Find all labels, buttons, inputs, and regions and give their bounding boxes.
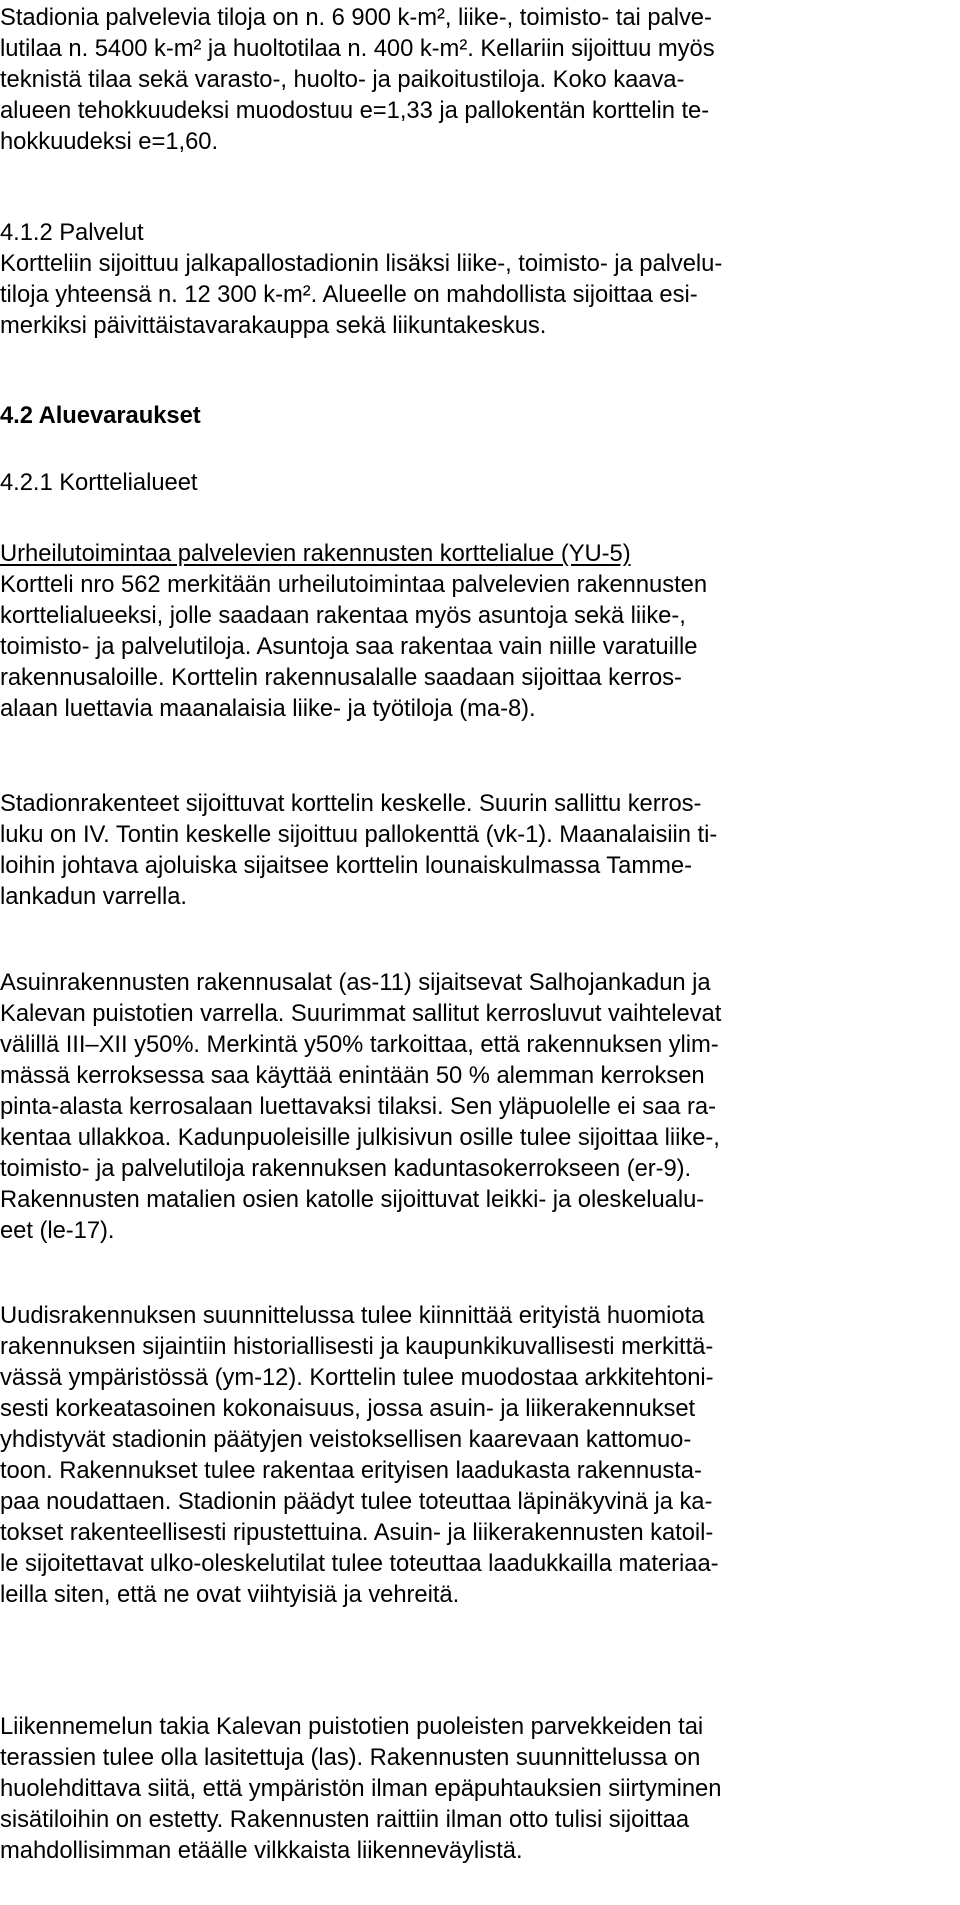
text-line: mahdollisimman etäälle vilkkaista liikenneväylistä. — [0, 1837, 523, 1864]
text-line: tiloja yhteensä n. 12 300 k-m². Alueelle on mahdollista sijoittaa esi- — [0, 281, 698, 308]
text-line: leilla siten, että ne ovat viihtyisiä ja vehreitä. — [0, 1581, 460, 1608]
text-line: välillä III–XII y50%. Merkintä y50% tarkoittaa, että rakennuksen ylim- — [0, 1031, 719, 1058]
text-line: toimisto- ja palvelutiloja. Asuntoja saa rakentaa vain niille varatuille — [0, 633, 698, 660]
text-line: Rakennusten matalien osien katolle sijoittuvat leikki- ja oleskelualu- — [0, 1186, 705, 1213]
paragraph-liikennemelu — [0, 1711, 721, 1866]
paragraph-yu5 — [0, 538, 707, 724]
section-palvelut — [0, 217, 722, 341]
text-line: loihin johtava ajoluiska sijaitsee korttelin lounaiskulmassa Tamme- — [0, 852, 692, 879]
text-line: Stadionrakenteet sijoittuvat korttelin keskelle. Suurin sallittu kerros- — [0, 790, 702, 817]
text-line: merkiksi päivittäistavarakauppa sekä liikuntakeskus. — [0, 312, 547, 339]
text-line: yhdistyvät stadionin päätyjen veistoksellisen kaarevaan kattomuo- — [0, 1426, 692, 1453]
text-line: Kortteli nro 562 merkitään urheilutoimintaa palvelevien rakennusten — [0, 571, 708, 598]
text-line: le sijoitettavat ulko-oleskelutilat tulee toteuttaa laadukkailla materiaa- — [0, 1550, 719, 1577]
text-line: lankadun varrella. — [0, 883, 187, 910]
text-line: paa noudattaen. Stadionin päädyt tulee toteuttaa läpinäkyvinä ja ka- — [0, 1488, 713, 1515]
section-korttelialueet — [0, 467, 197, 498]
text-line: Uudisrakennuksen suunnittelussa tulee kiinnittää erityistä huomiota — [0, 1302, 705, 1329]
paragraph-stadionrakenteet — [0, 788, 717, 912]
text-line: tokset rakenteellisesti ripustettuina. Asuin- ja liikerakennusten katoil- — [0, 1519, 714, 1546]
text-line: toon. Rakennukset tulee rakentaa erityisen laadukasta rakennusta- — [0, 1457, 702, 1484]
text-line: Kortteliin sijoittuu jalkapallostadionin lisäksi liike-, toimisto- ja palvelu- — [0, 250, 723, 277]
text-line: eet (le-17). — [0, 1217, 115, 1244]
text-line: toimisto- ja palvelutiloja rakennuksen kaduntasokerrokseen (er-9). — [0, 1155, 692, 1182]
section-heading: 4.1.2 Palvelut — [0, 219, 144, 246]
text-line: sisätiloihin on estetty. Rakennusten raittiin ilman otto tulisi sijoittaa — [0, 1806, 690, 1833]
text-line: rakennuksen sijaintiin historiallisesti ja kaupunkikuvallisesti merkittä- — [0, 1333, 714, 1360]
text-line: hokkuudeksi e=1,60. — [0, 128, 219, 155]
text-line: Asuinrakennusten rakennusalat (as-11) sijaitsevat Salhojankadun ja — [0, 969, 711, 996]
text-line: sesti korkeatasoinen kokonaisuus, jossa asuin- ja liikerakennukset — [0, 1395, 696, 1422]
text-line: korttelialueeksi, jolle saadaan rakentaa myös asuntoja sekä liike-, — [0, 602, 686, 629]
text-line: pinta-alasta kerrosalaan luettavaksi tilaksi. Sen yläpuolelle ei saa ra- — [0, 1093, 716, 1120]
text-line: kentaa ullakkoa. Kadunpuoleisille julkisivun osille tulee sijoittaa liike-, — [0, 1124, 720, 1151]
text-line: teknistä tilaa sekä varasto-, huolto- ja paikoitustiloja. Koko kaava- — [0, 66, 685, 93]
text-line: Liikennemelun takia Kalevan puistotien puoleisten parvekkeiden tai — [0, 1713, 704, 1740]
text-line: alaan luettavia maanalaisia liike- ja työtiloja (ma-8). — [0, 695, 536, 722]
text-line: terassien tulee olla lasitettuja (las). Rakennusten suunnittelussa on — [0, 1744, 701, 1771]
text-line: alueen tehokkuudeksi muodostuu e=1,33 ja pallokentän korttelin te- — [0, 97, 710, 124]
section-heading: 4.2.1 Korttelialueet — [0, 469, 198, 496]
text-line: mässä kerroksessa saa käyttää enintään 50 % alemman kerroksen — [0, 1062, 705, 1089]
text-line: rakennusaloille. Korttelin rakennusalalle saadaan sijoittaa kerros- — [0, 664, 682, 691]
section-heading: 4.2 Aluevaraukset — [0, 402, 201, 429]
subheading-yu5: Urheilutoimintaa palvelevien rakennusten korttelialue (YU-5) — [0, 540, 631, 567]
text-line: Stadionia palvelevia tiloja on n. 6 900 k-m², liike-, toimisto- tai palve- — [0, 4, 712, 31]
text-line: vässä ympäristössä (ym-12). Korttelin tulee muodostaa arkkitehtoni- — [0, 1364, 714, 1391]
section-aluevaraukset — [0, 400, 201, 431]
paragraph-uudisrakennus — [0, 1300, 719, 1610]
text-line: lutilaa n. 5400 k-m² ja huoltotilaa n. 400 k-m². Kellariin sijoittuu myös — [0, 35, 715, 62]
intro-paragraph — [0, 2, 715, 157]
text-line: luku on IV. Tontin keskelle sijoittuu pallokenttä (vk-1). Maanalaisiin ti- — [0, 821, 718, 848]
text-line: huolehdittava siitä, että ympäristön ilman epäpuhtauksien siirtyminen — [0, 1775, 722, 1802]
paragraph-asuinrakennukset — [0, 967, 721, 1246]
text-line: Kalevan puistotien varrella. Suurimmat sallitut kerrosluvut vaihtelevat — [0, 1000, 722, 1027]
